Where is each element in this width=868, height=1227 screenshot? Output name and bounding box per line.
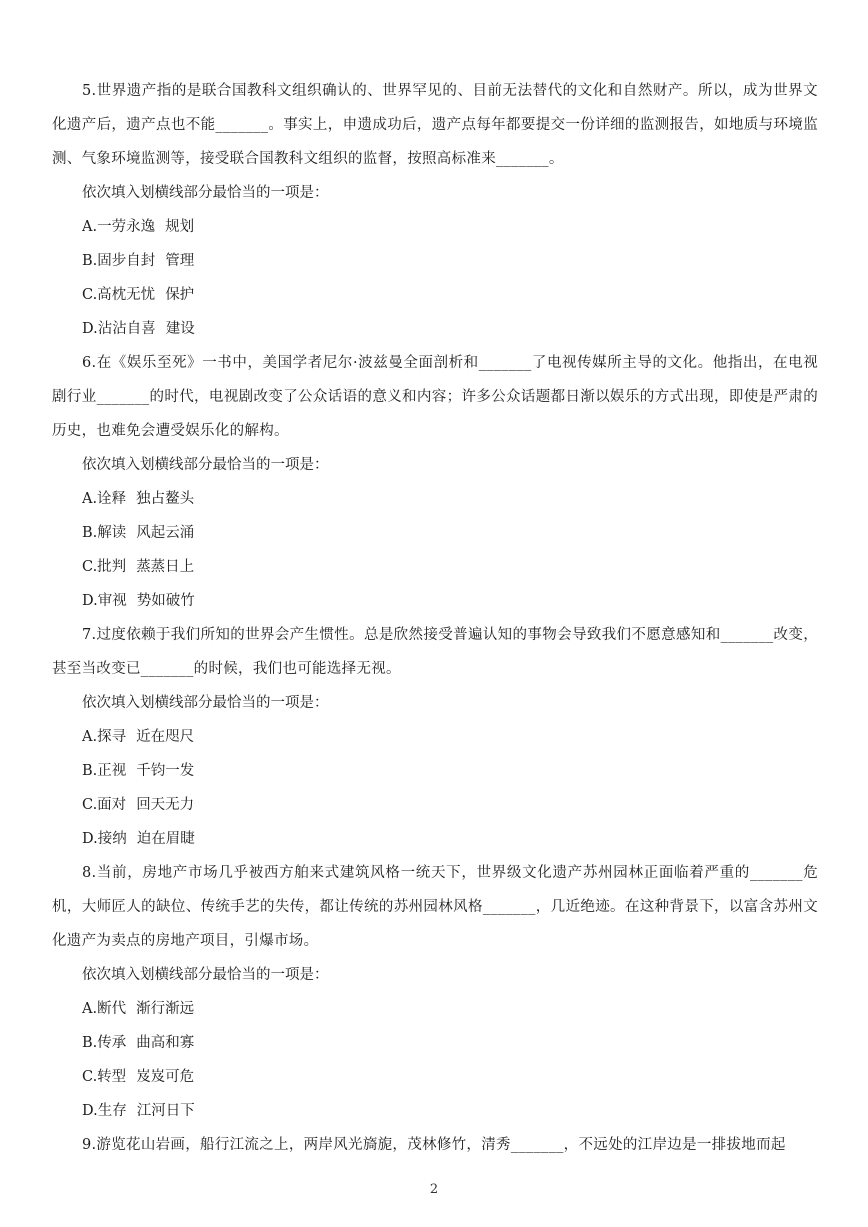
option-a — [52, 720, 818, 754]
question-list — [52, 74, 818, 1162]
question-stem: 5.世界遗产指的是联合国教科文组织确认的、世界罕见的、目前无法替代的文化和自然财产。所以，成为世界文化遗产后，遗产点也不能_______。事实上，申遗成功后，遗产点每年都要提交一份详细的监测报告，如地质与环境监测、气象环境监测等，接受联合国教科文组织的监督，按照高标准来_______。 — [52, 83, 818, 167]
question-instruction: 依次填入划横线部分最恰当的一项是： — [82, 457, 329, 473]
option-word: 渐行渐远 — [136, 1001, 195, 1017]
question-instruction: 依次填入划横线部分最恰当的一项是： — [82, 967, 329, 983]
question-5 — [52, 74, 818, 346]
question-6 — [52, 346, 818, 618]
option-b — [52, 754, 818, 788]
option-label: B.解读 — [82, 525, 127, 541]
option-word: 岌岌可危 — [136, 1069, 195, 1085]
option-label: D.审视 — [82, 593, 127, 609]
option-word: 蒸蒸日上 — [136, 559, 195, 575]
option-word: 势如破竹 — [136, 593, 195, 609]
option-label: A.探寻 — [82, 729, 127, 745]
page-number: 2 — [429, 1182, 439, 1197]
option-b — [52, 244, 818, 278]
option-word: 江河日下 — [136, 1103, 195, 1119]
question-7 — [52, 618, 818, 856]
option-b — [52, 1026, 818, 1060]
option-word: 近在咫尺 — [136, 729, 195, 745]
question-instruction: 依次填入划横线部分最恰当的一项是： — [82, 695, 329, 711]
question-stem: 6.在《娱乐至死》一书中，美国学者尼尔·波兹曼全面剖析和_______了电视传媒所主导的文化。他指出，在电视剧行业_______的时代，电视剧改变了公众话语的意义和内容；许多公众话题都日渐以娱乐的方式出现，即使是严肃的历史，也难免会遭受娱乐化的解构。 — [52, 355, 818, 439]
option-label: D.生存 — [82, 1103, 127, 1119]
option-d — [52, 822, 818, 856]
option-word: 回天无力 — [136, 797, 195, 813]
option-c — [52, 1060, 818, 1094]
option-b — [52, 516, 818, 550]
option-label: B.传承 — [82, 1035, 127, 1051]
option-label: A.断代 — [82, 1001, 127, 1017]
option-c — [52, 550, 818, 584]
option-word: 风起云涌 — [136, 525, 195, 541]
option-a — [52, 210, 818, 244]
option-word: 曲高和寡 — [136, 1035, 195, 1051]
question-9 — [52, 1128, 818, 1162]
option-label: D.沾沾自喜 — [82, 321, 156, 337]
question-instruction: 依次填入划横线部分最恰当的一项是： — [82, 185, 329, 201]
option-label: C.转型 — [82, 1069, 127, 1085]
option-label: C.面对 — [82, 797, 127, 813]
question-stem: 7.过度依赖于我们所知的世界会产生惯性。总是欣然接受普遍认知的事物会导致我们不愿意感知和_______改变，甚至当改变已_______的时候，我们也可能选择无视。 — [52, 627, 818, 677]
option-word: 管理 — [165, 253, 195, 269]
option-word: 保护 — [165, 287, 195, 303]
question-8 — [52, 856, 818, 1128]
question-stem: 8.当前，房地产市场几乎被西方舶来式建筑风格一统天下，世界级文化遗产苏州园林正面临着严重的_______危机，大师匠人的缺位、传统手艺的失传，都让传统的苏州园林风格_______，几近绝迹。在这种背景下，以富含苏州文化遗产为卖点的房地产项目，引爆市场。 — [52, 865, 818, 949]
option-word: 建设 — [165, 321, 195, 337]
option-word: 迫在眉睫 — [136, 831, 195, 847]
option-label: A.诠释 — [82, 491, 127, 507]
option-word: 千钧一发 — [136, 763, 195, 779]
option-label: B.固步自封 — [82, 253, 156, 269]
option-a — [52, 482, 818, 516]
option-a — [52, 992, 818, 1026]
question-stem: 9.游览花山岩画，船行江流之上，两岸风光旖旎，茂林修竹，清秀_______，不远处的江岸边是一排拔地而起 — [82, 1137, 786, 1153]
option-label: D.接纳 — [82, 831, 127, 847]
option-label: B.正视 — [82, 763, 127, 779]
option-word: 独占鳌头 — [136, 491, 195, 507]
option-d — [52, 1094, 818, 1128]
option-label: C.批判 — [82, 559, 127, 575]
option-d — [52, 584, 818, 618]
option-c — [52, 278, 818, 312]
option-word: 规划 — [165, 219, 195, 235]
option-label: A.一劳永逸 — [82, 219, 156, 235]
option-c — [52, 788, 818, 822]
option-label: C.高枕无忧 — [82, 287, 156, 303]
option-d — [52, 312, 818, 346]
